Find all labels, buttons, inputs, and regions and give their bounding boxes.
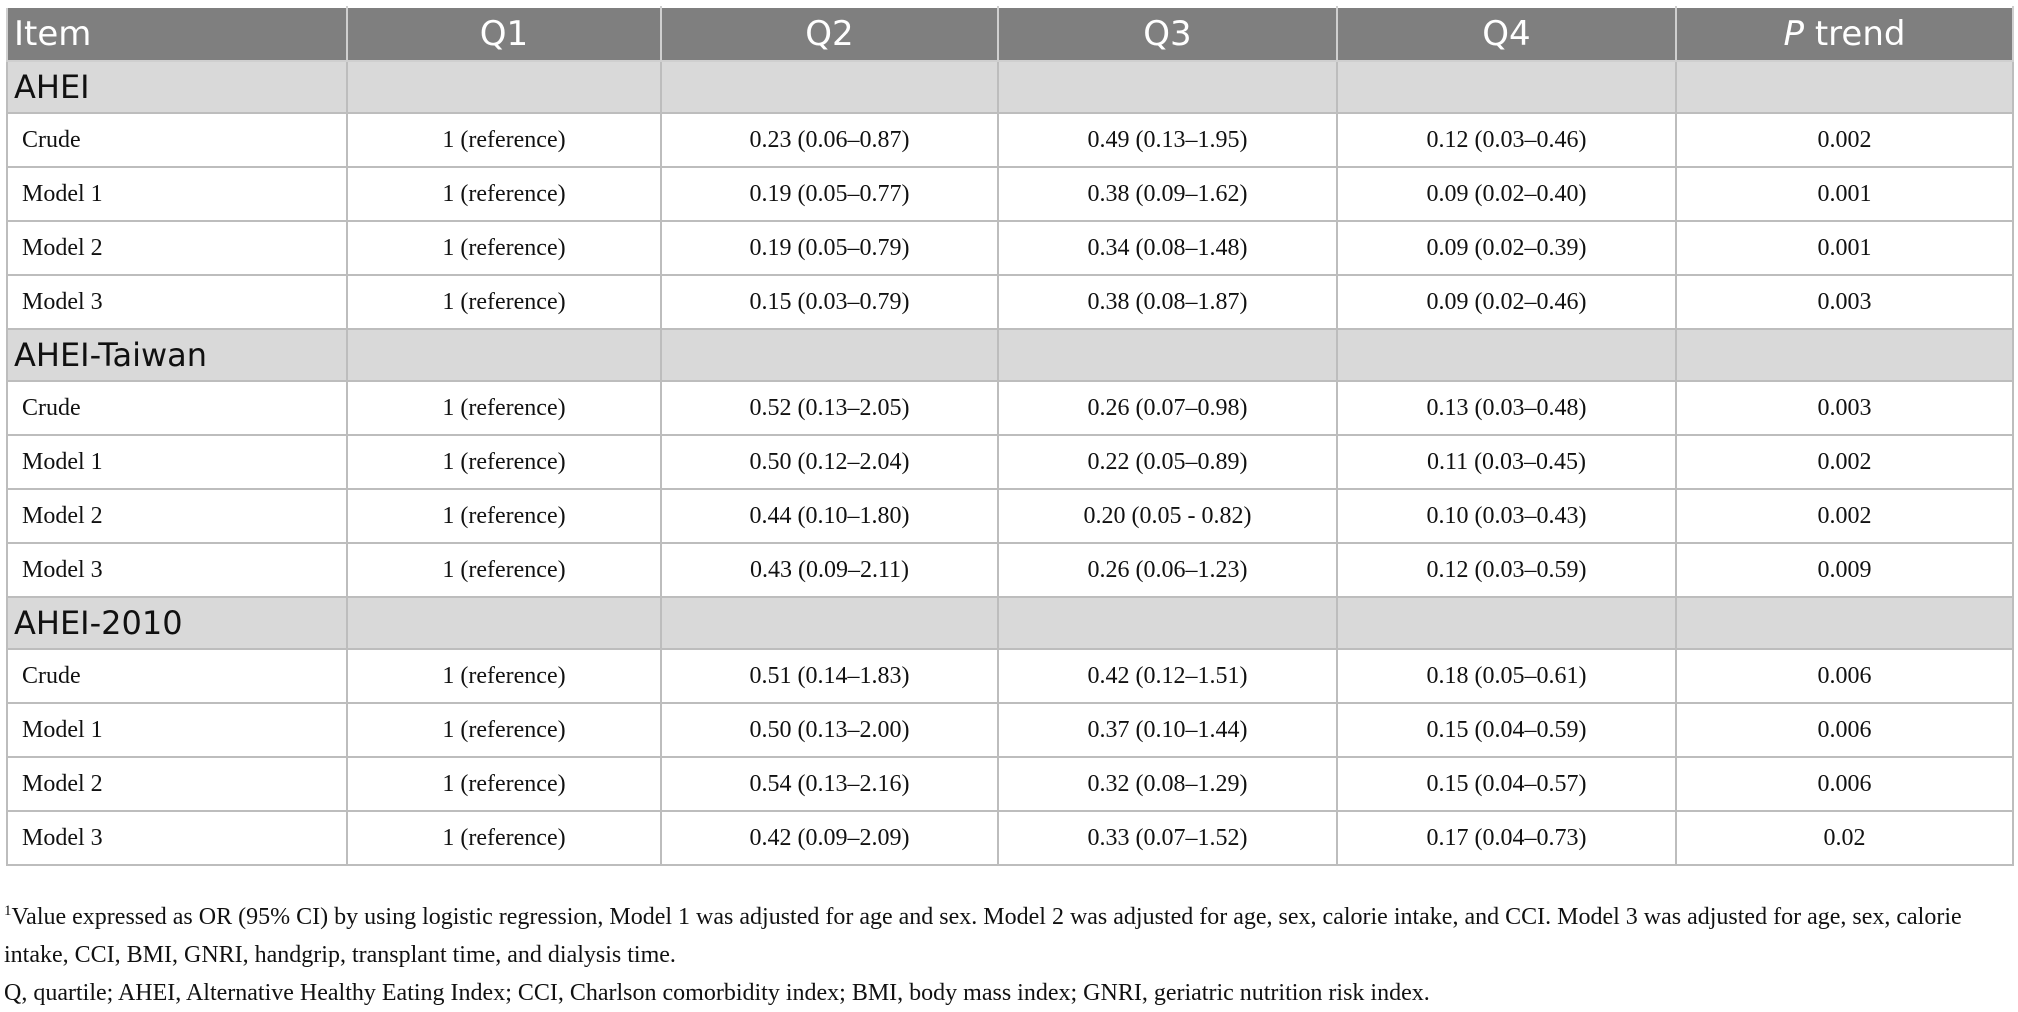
trend-label: trend: [1804, 14, 1906, 54]
row-label: Model 2: [7, 489, 347, 543]
row-label: Crude: [7, 649, 347, 703]
table-cell: 0.11 (0.03–0.45): [1337, 435, 1676, 489]
header-item: Item: [7, 7, 347, 61]
table-cell: 1 (reference): [347, 811, 661, 865]
header-row: [7, 7, 2013, 61]
table-cell: 0.49 (0.13–1.95): [998, 113, 1337, 167]
table-header: [7, 7, 2013, 61]
table-cell: 1 (reference): [347, 381, 661, 435]
table-cell: 0.42 (0.12–1.51): [998, 649, 1337, 703]
section-empty-cell: [1337, 329, 1676, 381]
table-cell: 0.19 (0.05–0.79): [661, 221, 998, 275]
table-row: [7, 435, 2013, 489]
section-title: AHEI-Taiwan: [7, 329, 347, 381]
table-row: [7, 757, 2013, 811]
table-cell: 0.51 (0.14–1.83): [661, 649, 998, 703]
table-cell: 0.23 (0.06–0.87): [661, 113, 998, 167]
table-cell: 0.50 (0.12–2.04): [661, 435, 998, 489]
table-cell: 0.009: [1676, 543, 2013, 597]
table-cell: 0.42 (0.09–2.09): [661, 811, 998, 865]
footnote-marker: 1: [4, 903, 12, 919]
table-cell: 0.18 (0.05–0.61): [1337, 649, 1676, 703]
section-empty-cell: [998, 61, 1337, 113]
table-container: [6, 6, 2012, 866]
table-cell: 1 (reference): [347, 757, 661, 811]
section-empty-cell: [1337, 61, 1676, 113]
table-cell: 1 (reference): [347, 435, 661, 489]
table-cell: 0.002: [1676, 435, 2013, 489]
row-label: Model 2: [7, 757, 347, 811]
header-q4: Q4: [1337, 7, 1676, 61]
table-row: [7, 489, 2013, 543]
table-cell: 0.003: [1676, 275, 2013, 329]
section-empty-cell: [347, 329, 661, 381]
p-symbol: P: [1783, 14, 1805, 54]
row-label: Model 3: [7, 543, 347, 597]
footnote-1-text: Value expressed as OR (95% CI) by using logistic regression, Model 1 was adjusted for age and sex. Model 2 was adjusted for age, sex, calorie intake, and CCI. Model 3 was adjusted for age, sex, calorie intake, CCI, BMI, GNRI, handgrip, transplant time, and dialysis time.: [4, 904, 1962, 968]
table-cell: 0.002: [1676, 489, 2013, 543]
table-cell: 0.12 (0.03–0.59): [1337, 543, 1676, 597]
section-empty-cell: [661, 597, 998, 649]
table-cell: 0.22 (0.05–0.89): [998, 435, 1337, 489]
table-row: [7, 703, 2013, 757]
row-label: Crude: [7, 113, 347, 167]
section-empty-cell: [347, 597, 661, 649]
table-cell: 0.19 (0.05–0.77): [661, 167, 998, 221]
table-cell: 0.26 (0.06–1.23): [998, 543, 1337, 597]
row-label: Model 1: [7, 435, 347, 489]
table-cell: 0.09 (0.02–0.40): [1337, 167, 1676, 221]
table-cell: 1 (reference): [347, 275, 661, 329]
section-empty-cell: [1676, 597, 2013, 649]
section-empty-cell: [1337, 597, 1676, 649]
table-cell: 0.52 (0.13–2.05): [661, 381, 998, 435]
section-empty-cell: [661, 61, 998, 113]
row-label: Model 3: [7, 275, 347, 329]
table-cell: 1 (reference): [347, 167, 661, 221]
table-cell: 0.17 (0.04–0.73): [1337, 811, 1676, 865]
section-empty-cell: [1676, 61, 2013, 113]
row-label: Model 3: [7, 811, 347, 865]
table-row: [7, 221, 2013, 275]
header-q1: Q1: [347, 7, 661, 61]
table-cell: 1 (reference): [347, 113, 661, 167]
table-row: [7, 811, 2013, 865]
table-cell: 0.34 (0.08–1.48): [998, 221, 1337, 275]
footnote-1: [4, 892, 2014, 974]
table-cell: 0.32 (0.08–1.29): [998, 757, 1337, 811]
table-cell: 1 (reference): [347, 489, 661, 543]
header-q3: Q3: [998, 7, 1337, 61]
results-table: [6, 6, 2014, 866]
table-row: [7, 275, 2013, 329]
table-cell: 0.006: [1676, 703, 2013, 757]
table-cell: 0.09 (0.02–0.46): [1337, 275, 1676, 329]
table-cell: 0.001: [1676, 221, 2013, 275]
row-label: Model 1: [7, 703, 347, 757]
section-empty-cell: [661, 329, 998, 381]
table-cell: 0.33 (0.07–1.52): [998, 811, 1337, 865]
header-q2: Q2: [661, 7, 998, 61]
table-row: [7, 113, 2013, 167]
abbreviations-note: Q, quartile; AHEI, Alternative Healthy Eating Index; CCI, Charlson comorbidity index; BMI, body mass index; GNRI, geriatric nutrition risk index.: [4, 980, 1430, 1006]
table-cell: 0.15 (0.04–0.57): [1337, 757, 1676, 811]
table-cell: 0.02: [1676, 811, 2013, 865]
row-label: Crude: [7, 381, 347, 435]
table-cell: 0.006: [1676, 757, 2013, 811]
table-cell: 0.43 (0.09–2.11): [661, 543, 998, 597]
table-cell: 0.50 (0.13–2.00): [661, 703, 998, 757]
table-cell: 0.09 (0.02–0.39): [1337, 221, 1676, 275]
row-label: Model 1: [7, 167, 347, 221]
table-cell: 1 (reference): [347, 543, 661, 597]
section-row: [7, 597, 2013, 649]
table-row: [7, 167, 2013, 221]
table-cell: 0.15 (0.03–0.79): [661, 275, 998, 329]
table-cell: 1 (reference): [347, 703, 661, 757]
table-cell: 0.002: [1676, 113, 2013, 167]
footnotes: [4, 892, 2014, 1012]
section-title: AHEI: [7, 61, 347, 113]
header-p-trend: [1676, 7, 2013, 61]
table-cell: 1 (reference): [347, 221, 661, 275]
table-body: [7, 61, 2013, 865]
table-cell: 0.006: [1676, 649, 2013, 703]
table-cell: 0.12 (0.03–0.46): [1337, 113, 1676, 167]
section-empty-cell: [1676, 329, 2013, 381]
table-cell: 0.37 (0.10–1.44): [998, 703, 1337, 757]
table-cell: 1 (reference): [347, 649, 661, 703]
table-cell: 0.26 (0.07–0.98): [998, 381, 1337, 435]
table-cell: 0.13 (0.03–0.48): [1337, 381, 1676, 435]
section-title: AHEI-2010: [7, 597, 347, 649]
table-row: [7, 649, 2013, 703]
table-cell: 0.44 (0.10–1.80): [661, 489, 998, 543]
section-row: [7, 329, 2013, 381]
table-cell: 0.38 (0.08–1.87): [998, 275, 1337, 329]
section-empty-cell: [347, 61, 661, 113]
table-row: [7, 543, 2013, 597]
row-label: Model 2: [7, 221, 347, 275]
table-cell: 0.20 (0.05 - 0.82): [998, 489, 1337, 543]
table-cell: 0.003: [1676, 381, 2013, 435]
table-cell: 0.54 (0.13–2.16): [661, 757, 998, 811]
section-empty-cell: [998, 329, 1337, 381]
table-cell: 0.001: [1676, 167, 2013, 221]
table-row: [7, 381, 2013, 435]
section-empty-cell: [998, 597, 1337, 649]
section-row: [7, 61, 2013, 113]
table-cell: 0.15 (0.04–0.59): [1337, 703, 1676, 757]
table-cell: 0.38 (0.09–1.62): [998, 167, 1337, 221]
table-cell: 0.10 (0.03–0.43): [1337, 489, 1676, 543]
